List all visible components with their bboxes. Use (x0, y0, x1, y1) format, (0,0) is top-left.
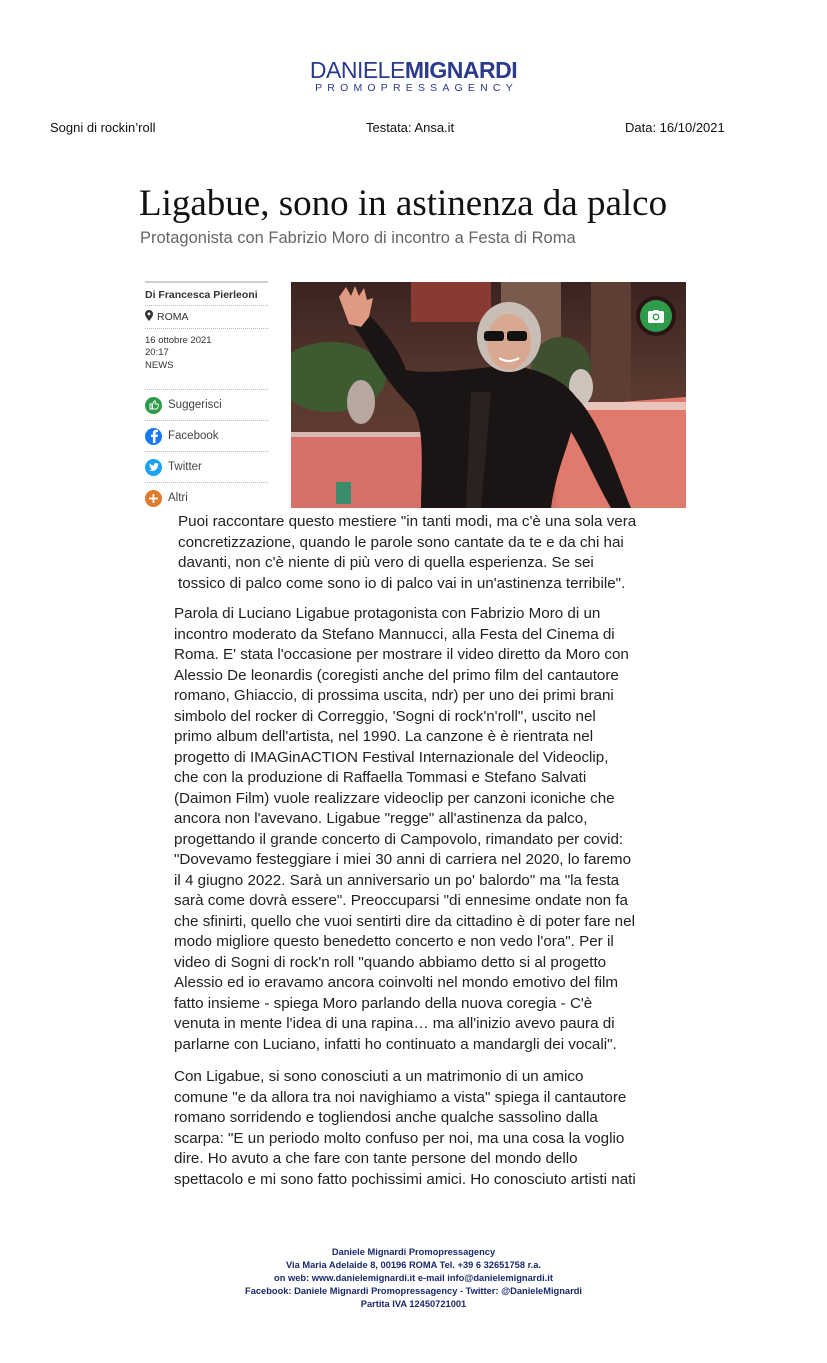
body-line: Con Ligabue, si sono conosciuti a un matrimonio di un amico (174, 1068, 584, 1085)
article-body-paragraph-1 (174, 604, 668, 1055)
lead-line: tossico di palco come sono io di palco vai in un'astinenza terribile". (178, 574, 626, 592)
article-location (145, 306, 268, 329)
share-label: Facebook (168, 430, 219, 442)
body-line: Alessio ed io eravamo ancora coinvolti nel mondo emotivo del film (174, 974, 619, 991)
map-pin-icon (145, 310, 153, 324)
body-line: video di Sogni di rock'n roll "quando abbiamo detto si al progetto (174, 953, 607, 971)
body-line: progettando il grande concerto di Campovolo, rimandato per covid: (174, 830, 624, 848)
agency-logo (0, 58, 827, 94)
footer-line: on web: www.danielemignardi.it e-mail info@danielemignardi.it (274, 1273, 553, 1283)
body-line: che sfinirti, quello che vuoi sentirti dire da cittadino è di poter fare nel (174, 912, 635, 930)
body-line: spettacolo e mi sono fatto pochissimi amici. Ho conosciuto artisti nati (174, 1170, 636, 1188)
article-date: 16 ottobre 2021 (145, 335, 212, 346)
article-lead (178, 512, 668, 594)
body-line: "Dovevamo festeggiare i miei 30 anni di carriera nel 2020, lo faremo (174, 851, 632, 868)
article-photo[interactable] (291, 282, 686, 508)
share-label: Suggerisci (168, 399, 222, 411)
body-line: incontro moderato da Stefano Mannucci, alla Festa del Cinema di (174, 625, 615, 643)
share-label: Twitter (168, 461, 202, 473)
article-headline: Ligabue, sono in astinenza da palco (139, 183, 668, 224)
body-line: Alessio De leonardis (coregisti anche del primo film del cantautore (174, 666, 619, 684)
photo-gallery-button[interactable] (636, 296, 676, 336)
share-label: Altri (168, 492, 188, 504)
lead-line: Puoi raccontare questo mestiere "in tanti modi, ma c'è una sola vera (178, 513, 637, 530)
plus-icon (145, 490, 162, 507)
body-line: modo migliore questo benedetto concerto e non vedo l'ora". Per il (174, 933, 614, 950)
article-category: NEWS (145, 359, 268, 390)
camera-icon (640, 300, 672, 332)
agency-footer (0, 1246, 827, 1311)
article-author: Di Francesca Pierleoni (145, 287, 268, 306)
twitter-icon (145, 459, 162, 476)
facebook-icon (145, 428, 162, 445)
body-line: fatto insieme - spiega Moro parlando della nuova coregia - C'è (174, 994, 593, 1012)
body-line: comune "e da allora tra noi navighiamo a vista" spiega il cantautore (174, 1088, 627, 1106)
share-suggerisci[interactable] (145, 390, 268, 421)
body-line: romano sorridendo e togliendosi anche qualche sassolino dalla (174, 1109, 598, 1126)
clipping-source: Testata: Ansa.it (366, 120, 455, 135)
body-line: il 4 giugno 2022. Sarà un anniversario un po' balordo" ma "la festa (174, 871, 620, 889)
share-altri[interactable] (145, 483, 268, 513)
body-line: scarpa: "E un periodo molto confuso per noi, ma una cosa la voglio (174, 1129, 625, 1147)
clipping-date: Data: 16/10/2021 (625, 120, 725, 135)
logo-tagline: PROMOPRESSAGENCY (315, 82, 518, 94)
clipping-title: Sogni di rockin’roll (50, 120, 156, 135)
body-line: (Daimon Film) vuole realizzare videoclip per canzoni iconiche che (174, 789, 615, 807)
body-line: Roma. E' stata l'occasione per mostrare il video diretto da Moro con (174, 646, 629, 663)
lead-line: concretizzazione, quando le parole sono cantate da te e da chi hai (178, 533, 624, 551)
location-text: ROMA (157, 311, 189, 323)
footer-line: Partita IVA 12450721001 (360, 1299, 467, 1309)
logo-name-light: DANIELE (309, 57, 405, 83)
body-line: sarà come dovrà essere". Preoccuparsi "di ennesime ondate non fa (174, 892, 629, 909)
footer-line: Daniele Mignardi Promopressagency (331, 1247, 496, 1257)
body-line: ancora non l'avevano. Ligabue "regge" all'astinenza da palco, (174, 810, 588, 827)
logo-name-bold: MIGNARDI (404, 57, 518, 83)
body-line: primo album dell'artista, nel 1990. La canzone è è rientrata nel (174, 728, 594, 745)
footer-line: Via Maria Adelaide 8, 00196 ROMA Tel. +39 6 32651758 r.a. (285, 1260, 542, 1270)
article-time: 20:17 (145, 347, 169, 358)
body-line: venuta in mente l'idea di una rapina… ma all'inizio avevo paura di (174, 1015, 615, 1032)
footer-line: Facebook: Daniele Mignardi Promopressagency - Twitter: @DanieleMignardi (245, 1286, 582, 1296)
article-body-paragraph-2 (174, 1067, 668, 1190)
sidebar-divider (145, 281, 268, 283)
share-facebook[interactable] (145, 421, 268, 452)
body-line: simbolo del rocker di Correggio, 'Sogni di rock'n'roll", uscito nel (174, 707, 596, 725)
article-sidebar (145, 281, 268, 513)
body-line: dire. Ho avuto a che fare con tante persone del mondo dello (174, 1150, 578, 1167)
body-line: progetto di IMAGinACTION Festival Internazionale del Videoclip, (174, 748, 609, 766)
share-twitter[interactable] (145, 452, 268, 483)
body-line: romano, Ghiaccio, di prossima uscita, ndr) per uno dei primi brani (174, 687, 614, 704)
body-line: Parola di Luciano Ligabue protagonista con Fabrizio Moro di un (174, 605, 601, 622)
logo-wordmark (0, 58, 827, 82)
thumbs-up-icon (145, 397, 162, 414)
lead-line: davanti, non c'è niente di più vero di quella esperienza. Se sei (178, 554, 594, 571)
article-subheadline: Protagonista con Fabrizio Moro di incontro a Festa di Roma (140, 229, 576, 247)
body-line: parlarne con Luciano, infatti ho continuato a mandargli dei vocali". (174, 1035, 617, 1053)
photo-illustration (291, 282, 686, 508)
body-line: che con la produzione di Raffaella Tommasi e Stefano Salvati (174, 769, 587, 786)
